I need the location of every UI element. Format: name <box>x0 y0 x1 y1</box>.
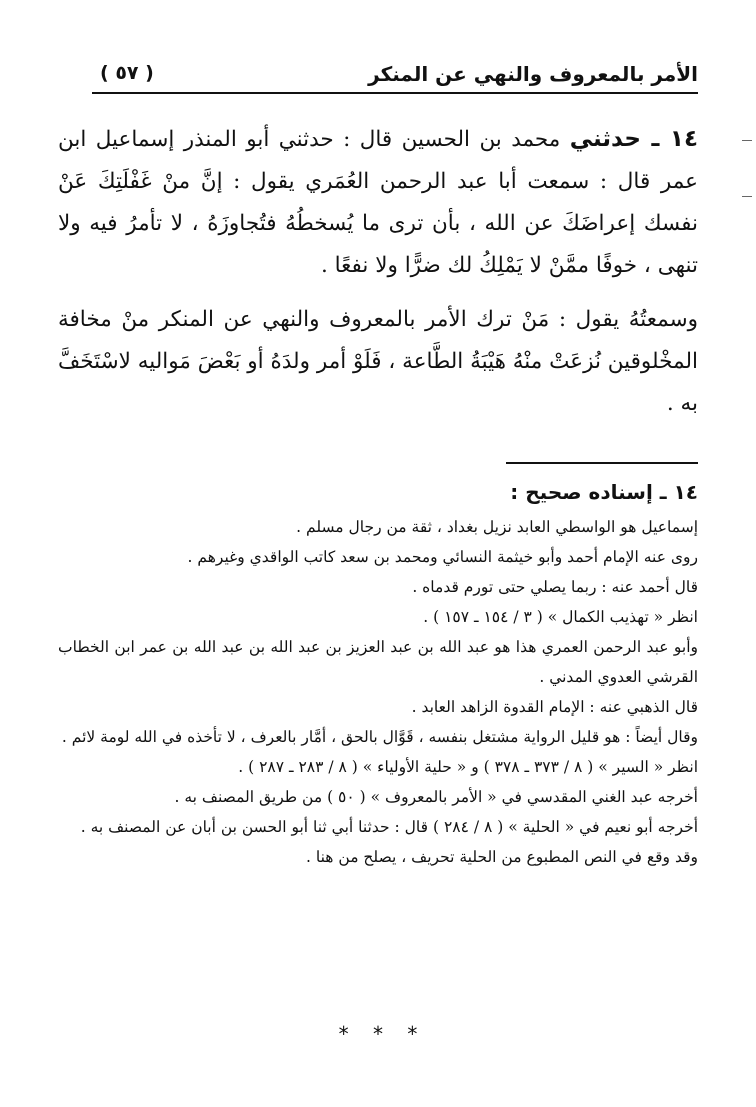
footnote-line: روى عنه الإمام أحمد وأبو خيثمة النسائي ومحمد بن سعد كاتب الواقدي وغيرهم . <box>187 548 698 566</box>
running-header-title: الأمر بالمعروف والنهي عن المنكر <box>368 62 698 86</box>
hadith-paragraph <box>58 118 698 287</box>
hadith-text: محمد بن الحسين قال : حدثني أبو المنذر إسماعيل ابن عمر قال : سمعت أبا عبد الرحمن العُمَري يقول : إنَّ منْ غَفْلَتِكَ عَنْ نفسك إعراضَكَ عن الله ، بأن ترى ما يُسخطُهُ فتُجاوزَهُ ، لا تأمرُ فيه ولا تنهى ، خوفًا ممَّنْ لا يَمْلِكُ لك ضرًّا ولا نفعًا . <box>58 127 698 278</box>
footnote-line: وقال أيضاً : هو قليل الرواية مشتغل بنفسه ، قَوَّال بالحق ، أمَّار بالعرف ، لا تأخذه في الله لومة لائم . <box>61 728 698 746</box>
page-number: ( ٥٧ ) <box>100 62 154 84</box>
main-text <box>58 118 698 437</box>
footnote-line: قال الذهبي عنه : الإمام القدوة الزاهد العابد . <box>411 698 698 716</box>
footnote-divider <box>506 462 698 464</box>
running-header <box>92 58 698 94</box>
footnotes <box>58 476 698 872</box>
margin-tick <box>742 196 752 197</box>
footnote-line: وأبو عبد الرحمن العمري هذا هو عبد الله بن عبد العزيز بن عبد الله بن عبد الله بن عمر ابن الخطاب القرشي العدوي المدني . <box>58 638 698 686</box>
hadith-paragraph <box>58 299 698 425</box>
footnote-line: أخرجه عبد الغني المقدسي في « الأمر بالمعروف » ( ٥٠ ) من طريق المصنف به . <box>174 788 698 806</box>
footnote-heading: ١٤ ـ إسناده صحيح : <box>510 480 698 504</box>
footnote-line: وقد وقع في النص المطبوع من الحلية تحريف ، يصلح من هنا . <box>306 848 698 866</box>
footnote-line: أخرجه أبو نعيم في « الحلية » ( ٨ / ٢٨٤ ) قال : حدثنا أبي ثنا أبو الحسن بن أبان عن المصنف به . <box>80 818 698 836</box>
footnote-line: قال أحمد عنه : ربما يصلي حتى تورم قدماه . <box>412 578 698 596</box>
section-end-ornament: * * * <box>338 1022 418 1046</box>
margin-tick <box>742 140 752 141</box>
hadith-number-lead: ١٤ ـ حدثني <box>569 126 698 152</box>
footnote-line: انظر « السير » ( ٨ / ٣٧٣ ـ ٣٧٨ ) و « حلية الأولياء » ( ٨ / ٢٨٣ ـ ٢٨٧ ) . <box>238 758 698 776</box>
footnote-line: إسماعيل هو الواسطي العابد نزيل بغداد ، ثقة من رجال مسلم . <box>296 518 698 536</box>
hadith-text: وسمعتُهُ يقول : مَنْ ترك الأمر بالمعروف والنهي عن المنكر منْ مخافة المخْلوقين نُزعَتْ منْهُ هَيْبَةُ الطَّاعة ، فَلَوْ أمر ولدَهُ أو بَعْضَ مَواليه لاسْتَخَفَّ به . <box>58 307 698 416</box>
footnote-line: انظر « تهذيب الكمال » ( ٣ / ١٥٤ ـ ١٥٧ ) . <box>423 608 698 626</box>
